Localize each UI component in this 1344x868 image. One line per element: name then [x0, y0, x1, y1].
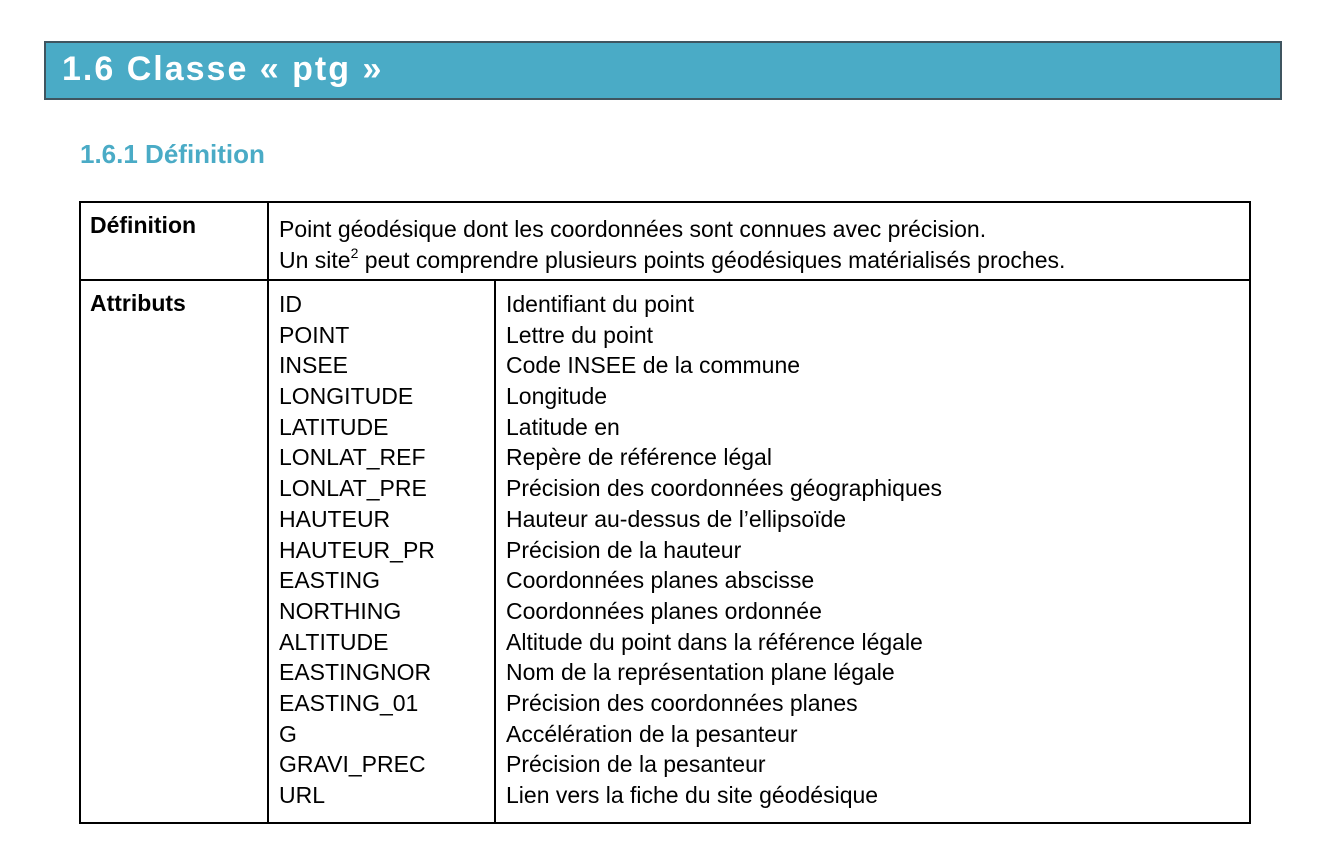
section-title: 1.6 Classe « ptg » — [62, 50, 384, 88]
attribute-name: HAUTEUR_PR — [279, 536, 435, 563]
table-divider-label-column — [267, 203, 269, 822]
attribute-description: Identifiant du point — [506, 291, 694, 317]
attribute-name: NORTHING — [279, 597, 402, 624]
definition-label: Définition — [90, 212, 197, 238]
attribute-name: HAUTEUR — [279, 505, 391, 532]
attribute-name: LONLAT_PRE — [279, 475, 427, 502]
attribute-name: ALTITUDE — [279, 628, 389, 655]
attribute-name: POINT — [279, 321, 350, 348]
attribute-description: Coordonnées planes abscisse — [506, 567, 815, 594]
attribute-description: Longitude — [506, 383, 608, 410]
attribute-name: EASTINGNOR — [279, 659, 432, 686]
attribute-name: LONGITUDE — [279, 383, 414, 410]
subsection-title: 1.6.1 Définition — [80, 139, 265, 169]
section-banner — [44, 41, 1282, 100]
attribute-description: Précision des coordonnées planes — [506, 689, 858, 716]
attribute-description: Coordonnées planes ordonnée — [506, 597, 822, 624]
attribute-description: Lien vers la fiche du site géodésique — [506, 782, 879, 808]
attribute-name: EASTING_01 — [279, 689, 419, 716]
attribute-description: Précision de la hauteur — [506, 536, 742, 563]
attribute-description: Repère de référence légal — [506, 444, 772, 471]
attribute-description: Altitude du point dans la référence légale — [506, 628, 923, 655]
attribute-name: INSEE — [279, 352, 349, 379]
footnote-ref[interactable]: 2 — [350, 245, 359, 261]
attributes-label: Attributs — [90, 290, 186, 316]
definition-line-2-end: peut comprendre plusieurs points géodésiques matérialisés proches. — [358, 247, 1066, 273]
table-divider-row — [81, 279, 1249, 281]
attribute-name: G — [279, 720, 297, 747]
definition-line-1: Point géodésique dont les coordonnées sont connues avec précision. — [279, 216, 987, 242]
attribute-name: ID — [279, 291, 302, 317]
definition-text — [279, 214, 1065, 276]
definition-line-2-start: Un site — [279, 247, 351, 273]
attribute-description: Code INSEE de la commune — [506, 352, 801, 379]
definition-table — [79, 201, 1251, 824]
attribute-name-list — [279, 289, 435, 811]
attribute-description-list — [506, 289, 942, 811]
attribute-description: Précision des coordonnées géographiques — [506, 475, 943, 502]
table-divider-attribute-column — [494, 280, 496, 822]
attribute-name: LONLAT_REF — [279, 444, 426, 471]
attribute-description: Lettre du point — [506, 321, 654, 348]
attribute-description: Hauteur au-dessus de l’ellipsoïde — [506, 505, 847, 532]
attribute-description: Accélération de la pesanteur — [506, 720, 798, 747]
attribute-description: Latitude en — [506, 413, 620, 440]
attribute-name: URL — [279, 782, 326, 808]
definition-line-2 — [279, 245, 1065, 276]
attribute-description: Précision de la pesanteur — [506, 751, 766, 778]
attribute-description: Nom de la représentation plane légale — [506, 659, 895, 686]
attribute-name: GRAVI_PREC — [279, 751, 426, 778]
attribute-name: LATITUDE — [279, 413, 389, 440]
attribute-name: EASTING — [279, 567, 380, 594]
